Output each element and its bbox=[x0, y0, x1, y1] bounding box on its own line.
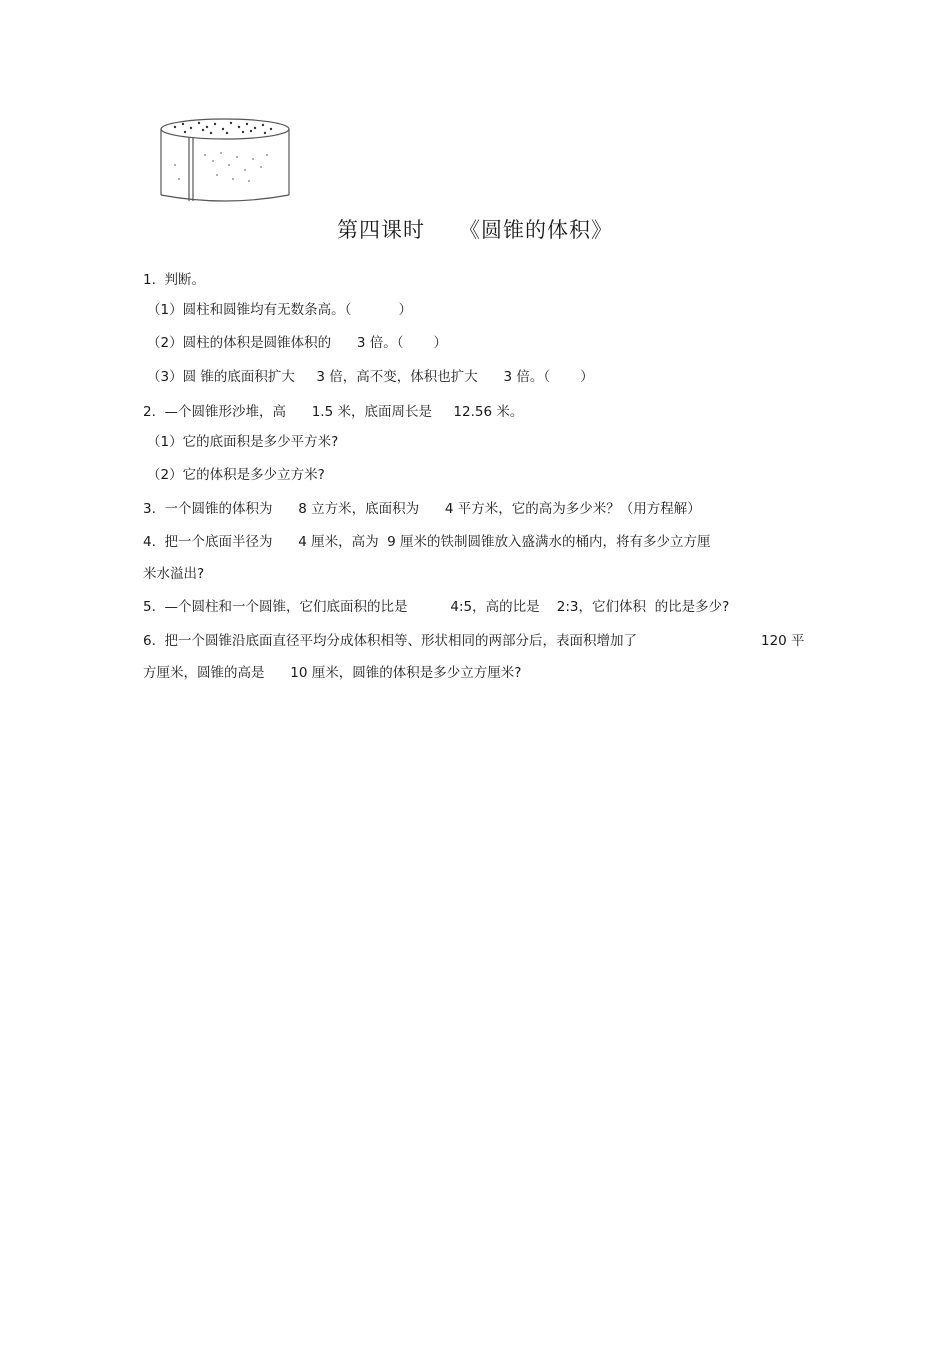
q6-text-cont: 方厘米，圆锥的高是 10 厘米，圆锥的体积是多少立方厘米? bbox=[143, 665, 522, 681]
q3-text: 3. 一个圆锥的体积为 8 立方米，底面积为 4 平方米，它的高为多少米？（用方程解） bbox=[143, 501, 701, 517]
q2-item-1: （1）它的底面积是多少平方米? bbox=[147, 434, 339, 450]
q6-text: 6. 把一个圆锥沿底面直径平均分成体积相等、形状相同的两部分后，表面积增加了 bbox=[143, 633, 637, 649]
q2-item-2: （2）它的体积是多少立方米? bbox=[147, 467, 325, 483]
cylinder-sand-illustration bbox=[155, 115, 295, 207]
q4-text: 4. 把一个底面半径为 4 厘米，高为 9 厘米的铁制圆锥放入盛满水的桶内，将有多少立方厘 bbox=[143, 534, 711, 550]
q1-item-3: （3）圆 锥的底面积扩大 3 倍，高不变，体积也扩大 3 倍。（ ） bbox=[147, 369, 594, 385]
q5-text: 5. —个圆柱和一个圆锥，它们底面积的比是 4:5，高的比是 2:3，它们体积 的比是多少? bbox=[143, 599, 730, 615]
q1-item-1: （1）圆柱和圆锥均有无数条高。（ ） bbox=[147, 302, 413, 318]
q1-item-2: （2）圆柱的体积是圆锥体积的 3 倍。（ ） bbox=[147, 335, 448, 351]
q4-text-cont: 米水溢出? bbox=[143, 566, 205, 582]
q2-text: 2. —个圆锥形沙堆，高 1.5 米，底面周长是 12.56 米。 bbox=[143, 404, 524, 420]
q1-heading: 1. 判断。 bbox=[143, 272, 205, 288]
title-topic: 《圆锥的体积》 bbox=[459, 218, 613, 242]
q6-text-right: 120 平 bbox=[761, 633, 805, 649]
page-title bbox=[0, 214, 950, 244]
title-lesson: 第四课时 bbox=[337, 218, 425, 242]
